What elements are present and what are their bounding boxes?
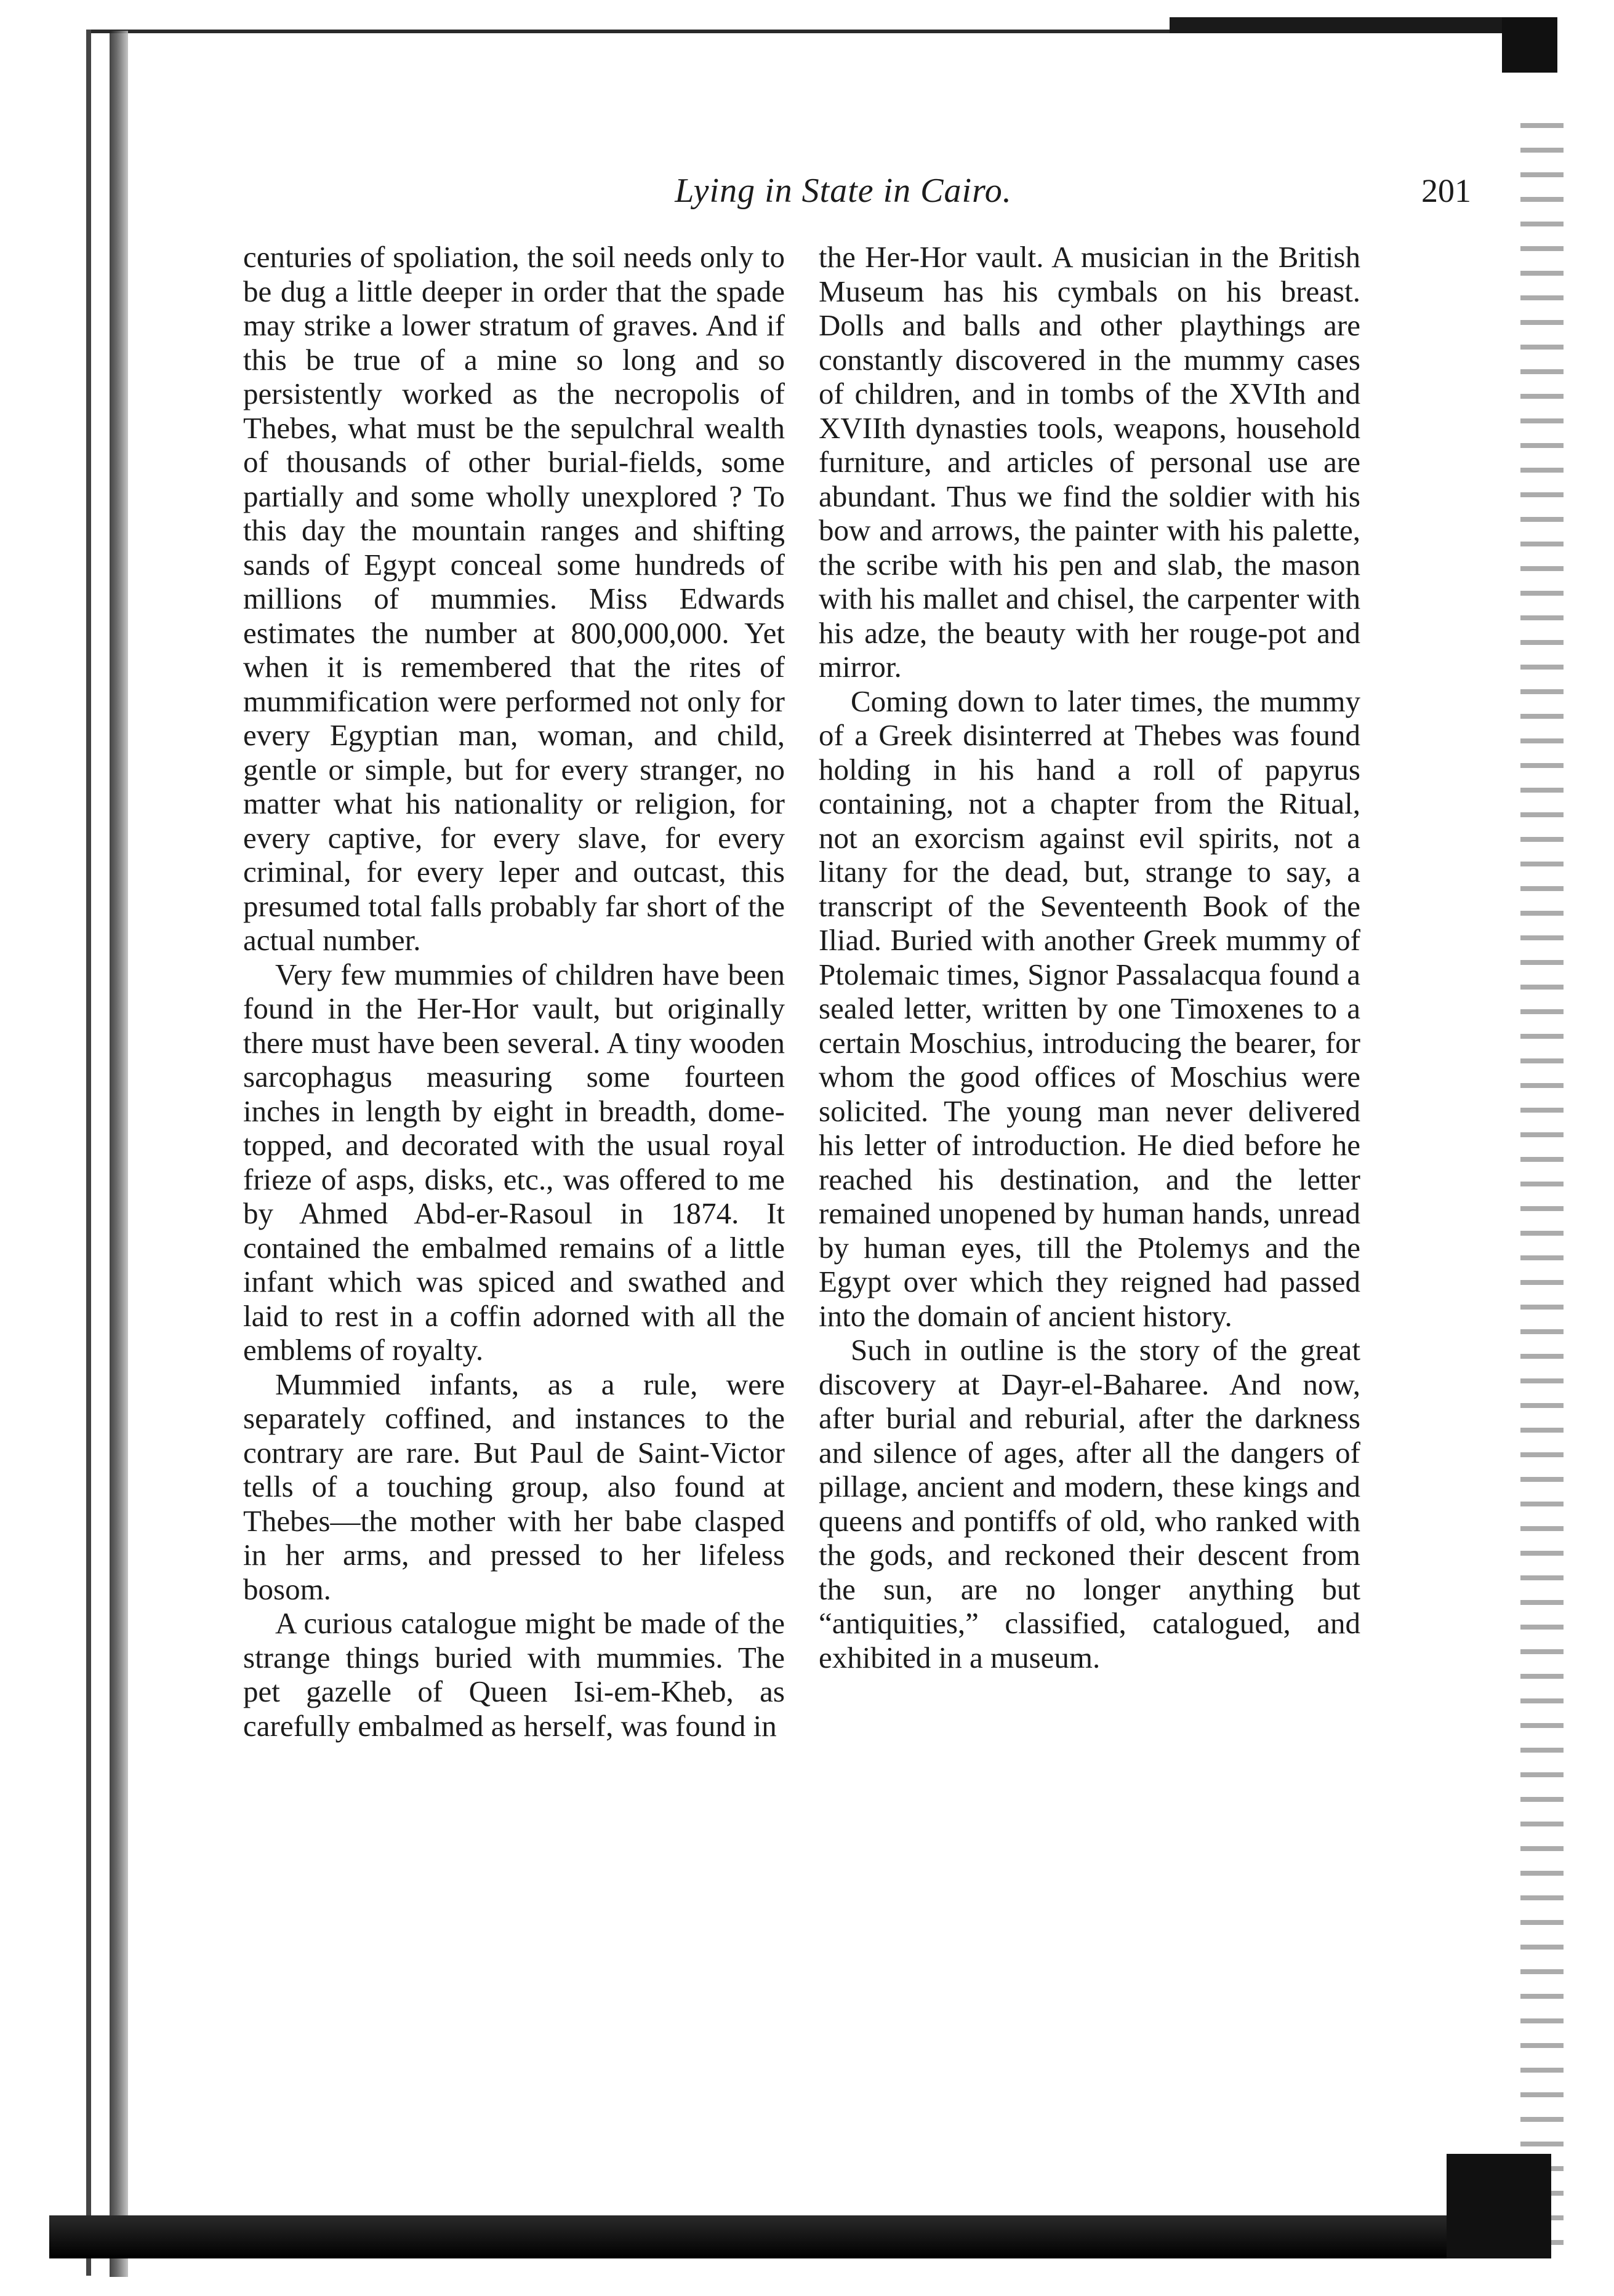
paragraph: centuries of spoliation, the soil needs only to be dug a little deeper in order that the spade may strike a lower stratum of graves. And if this be true of a mine so long and so persistently worked as the necropolis of Thebes, what must be the sepulchral wealth of thousands of other burial-fields, some partially and some wholly unexplored ? To this day the mountain ranges and shifting sands of Egypt conceal some hundreds of millions of mummies. Miss Edwards estimates the number at 800,000,000. Yet when it is remembered that the rites of mummification were performed not only for every Egyptian man, woman, and child, gentle or simple, but for every stranger, no matter what his nationality or religion, for every captive, for every slave, for every criminal, for every leper and outcast, this presumed total falls probably far short of the actual number. [243,240,785,957]
left-column [243,240,785,1743]
scan-corner-top-right [1502,17,1557,73]
scan-gutter-shadow [110,31,128,2277]
scan-border-left [86,30,91,2276]
scan-corner-bottom-right [1447,2154,1551,2258]
paragraph: Such in outline is the story of the great discovery at Dayr-el-Baharee. And now, after burial and reburial, after the darkness and silence of ages, after all the dangers of pillage, ancient and modern, these kings and queens and pontiffs of old, who ranked with the gods, and reckoned their descent from the sun, are no longer anything but “antiquities,” classified, catalogued, and exhibited in a museum. [819,1333,1360,1674]
scan-edge-right [1520,123,1564,2252]
right-column [819,240,1360,1674]
paragraph: Very few mummies of children have been found in the Her-Hor vault, but originally there must have been several. A tiny wooden sarcophagus measuring some fourteen inches in length by eight in breadth, dome-topped, and decorated with the usual royal frieze of asps, disks, etc., was offered to me by Ahmed Abd-er-Rasoul in 1874. It contained the embalmed remains of a little infant which was spiced and swathed and laid to rest in a coffin adorned with all the emblems of royalty. [243,957,785,1367]
running-title: Lying in State in Cairo. [675,172,1012,210]
scan-shadow-top-right [1170,17,1527,33]
paragraph: Coming down to later times, the mummy of a Greek disinterred at Thebes was found holding in his hand a roll of papyrus containing, not a chapter from the Ritual, not an exorcism against evil spirits, not a litany for the dead, but, strange to say, a transcript of the Seventeenth Book of the Iliad. Buried with another Greek mummy of Ptolemaic times, Signor Passalacqua found a sealed letter, written by one Timoxenes to a certain Moschius, introducing the bearer, for whom the good offices of Moschius were solicited. The young man never delivered his letter of introduction. He died before he reached his destination, and the letter remained unopened by human hands, unread by human eyes, till the Ptolemys and the Egypt over which they reigned had passed into the domain of ancient history. [819,684,1360,1333]
paragraph: the Her-Hor vault. A musician in the British Museum has his cymbals on his breast. Dolls and balls and other playthings are constantly discovered in the mummy cases of children, and in tombs of the XVIth and XVIIth dynasties tools, weapons, household furniture, and articles of personal use are abundant. Thus we find the soldier with his bow and arrows, the painter with his palette, the scribe with his pen and slab, the mason with his mallet and chisel, the carpenter with his adze, the beauty with her rouge-pot and mirror. [819,240,1360,684]
running-head [246,166,1471,215]
scan-border-bottom [49,2215,1551,2258]
paragraph: Mummied infants, as a rule, were separately coffined, and instances to the contrary are rare. But Paul de Saint-Victor tells of a touching group, also found at Thebes—the mother with her babe clasped in her arms, and pressed to her lifeless bosom. [243,1367,785,1606]
page-number: 201 [1421,172,1471,209]
paragraph: A curious catalogue might be made of the strange things buried with mummies. The pet gazelle of Queen Isi-em-Kheb, as carefully embalmed as herself, was found in [243,1606,785,1743]
